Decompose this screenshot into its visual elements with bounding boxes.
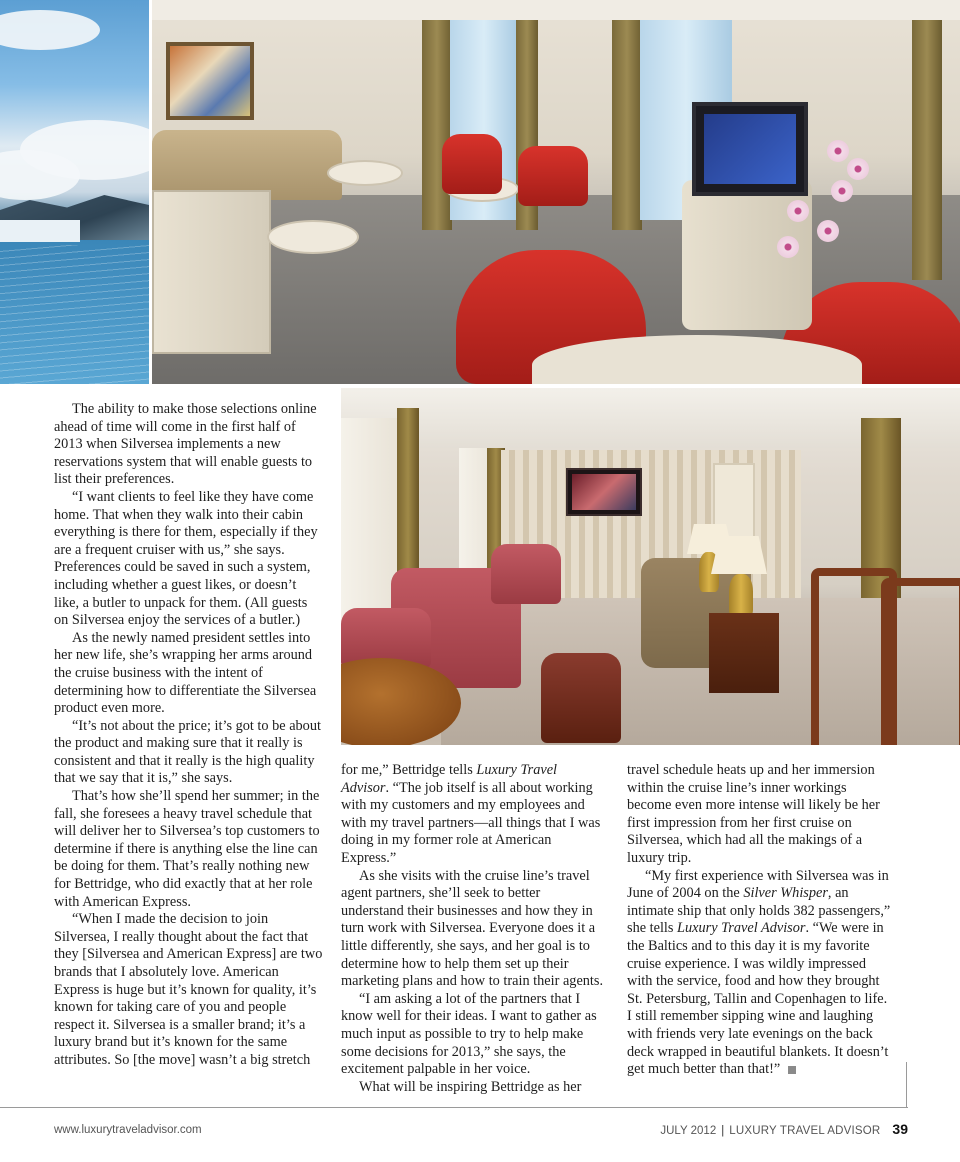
paragraph: As she visits with the cruise line’s travel agent partners, she’ll seek to better understand their businesses and how they in turn work with Silversea. Everyone does it a little differently, she says, and her goal is to determine how to help them set up their marketing plans and how to train their agents. [341,867,604,990]
paragraph [627,868,893,1079]
footer-url: www.luxurytraveladvisor.com [54,1124,202,1136]
paragraph: As the newly named president settles into her new life, she’s wrapping her arms around the cruise business with the intent of determining how to differentiate the Silversea product even more. [54,629,317,717]
paragraph-continued [341,762,606,868]
article-column-3 [627,762,893,1079]
ship-name: Silver Whisper [743,885,828,902]
footer-rule [0,1107,908,1108]
footer-vertical-rule [906,1062,907,1108]
paragraph: What will be inspiring Bettridge as her [359,1078,582,1095]
paragraph-continued: travel schedule heats up and her immersion within the cruise line’s inner workings become even more intense will likely be her first impression from her first cruise on Silversea, which had all the makings of a luxury trip. [627,762,880,866]
end-of-article-mark [788,1066,796,1074]
suite-living-room-photo [152,0,960,384]
paragraph: “It’s not about the price; it’s got to be about the product and making sure that it really is consistent and that it really is the high quality that we say that it is,” she says. [54,717,321,787]
page-number: 39 [892,1121,908,1137]
paragraph: That’s how she’ll spend her summer; in the fall, she foresees a heavy travel schedule that will deliver her to Silversea’s top customers to determine if there is anything else the line can be doing for them. That’s really nothing new for Bettridge, who did exactly that at her role with American Express. [54,788,320,910]
text-run: “My first experience with Silversea was in June of 2004 on the [627,867,889,902]
paragraph: “When I made the decision to join Silversea, I really thought about the fact that they [Silversea and American Express] are two brands that I absolutely love. American Express is huge but it’s known for quality, it’s known for taking care of you and people respect it. Silversea is a smaller brand; it’s a luxury brand but it’s known for the same attributes. So [the move] wasn’t a big stretch [54,911,323,1068]
text-run: . “We were in the Baltics and to this day it is my favorite cruise experience. I was wildly impressed with the service, food and how they brought St. Petersburg, Tallin and Copenhagen to life. I still remember sipping wine and laughing with friends very late evenings on the back deck wrapped in beautiful blankets. It doesn’t get much better than that!” [627,920,889,1078]
paragraph: “I want clients to feel like they have come home. That when they walk into their cabin everything is there for them, especially if they are a frequent cruiser with us,” she says. Preferences could be saved in such a system, including whether a guest likes, or doesn’t like, a butler to unpack for them. (All guests on Silversea enjoy the services of a butler.) [54,488,318,629]
issue-date: JULY 2012 [660,1125,717,1137]
publication-title: LUXURY TRAVEL ADVISOR [729,1125,881,1137]
footer-folio [660,1121,908,1137]
publication-name: Luxury Travel Advisor [341,762,558,796]
suite-lounge-photo [341,388,960,745]
article-column-1 [54,401,324,1070]
glacier-photo [0,0,149,384]
text-run: , an intimate ship that only holds 382 passengers,” she tells [627,885,891,937]
paragraph: The ability to make those selections online ahead of time will come in the first half of 2013 when Silversea implements a new reservations system that will enable guests to list their preferences. [54,401,317,488]
article-column-2 [341,762,606,1096]
text-run: for me,” Bettridge tells [341,762,477,778]
publication-name: Luxury Travel Advisor [677,920,806,937]
text-run: . “The job itself is all about working with my customers and my employees and with my travel partners—all things that I was doing in my former role at American Express.” [341,779,601,866]
folio-separator: | [721,1125,725,1137]
paragraph: “I am asking a lot of the partners that I know well for their ideas. I want to gather as much input as possible to try to help make some decisions for 2013,” she says, the excitement palpable in her voice. [341,990,597,1078]
